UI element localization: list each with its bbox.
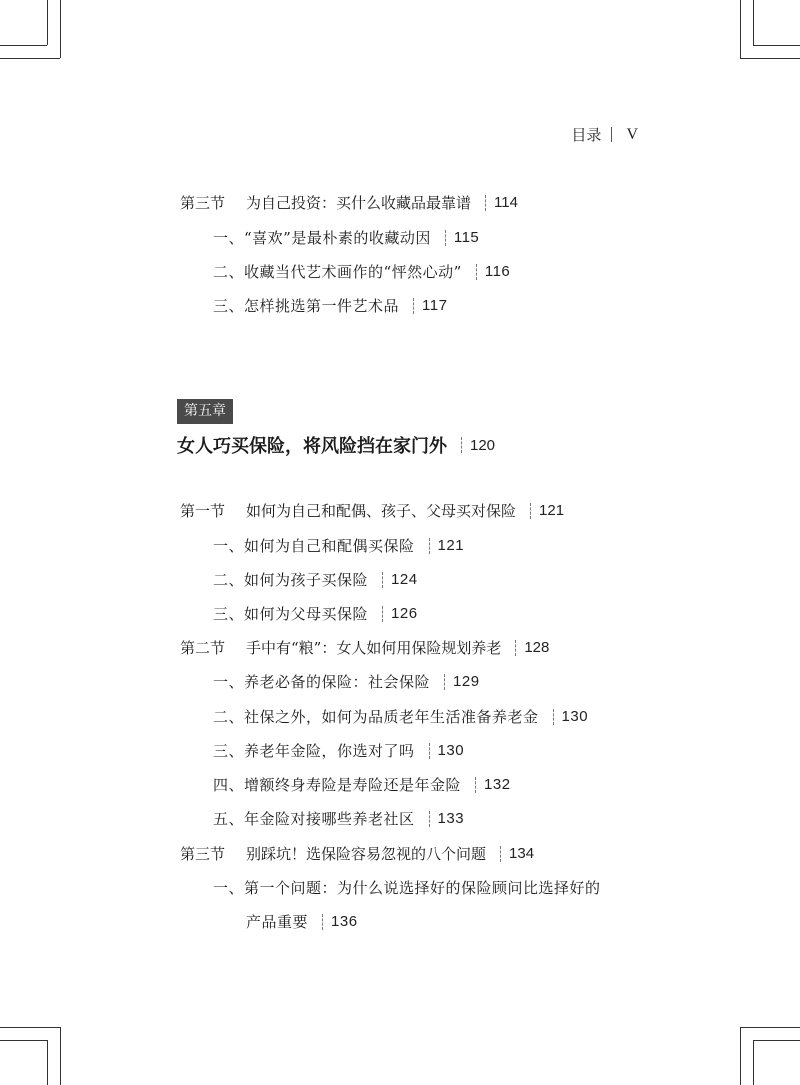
entry-title: 四、增额终身寿险是寿险还是年金险: [213, 776, 462, 794]
leader-divider: [382, 606, 383, 622]
crop-mark: [60, 0, 61, 58]
section-label: 第一节: [180, 502, 226, 520]
page-number: 134: [509, 845, 535, 862]
page-number: 129: [453, 673, 480, 690]
leader-divider: [485, 195, 486, 211]
leader-divider: [515, 640, 516, 656]
chapter-title[interactable]: [177, 432, 495, 458]
toc-section[interactable]: [180, 192, 518, 213]
entry-title: 一、第一个问题：为什么说选择好的保险顾问比选择好的: [213, 879, 601, 897]
page-number: 116: [484, 263, 511, 280]
page-number: 115: [453, 229, 480, 246]
section-label: 第三节: [180, 194, 226, 212]
section-title: 手中有“粮”：女人如何用保险规划养老: [246, 639, 502, 657]
page-number: 133: [437, 810, 465, 827]
header-page-number: V: [626, 125, 638, 143]
page-number: 121: [437, 537, 465, 554]
toc-entry[interactable]: [213, 261, 510, 282]
running-header: [571, 124, 638, 145]
entry-title: 一、“喜欢”是最朴素的收藏动因: [213, 229, 431, 247]
crop-mark: [0, 1027, 60, 1028]
chapter-title-text: 女人巧买保险，将风险挡在家门外: [177, 436, 447, 457]
crop-mark: [0, 45, 47, 46]
toc-entry-continuation[interactable]: [246, 911, 358, 932]
leader-divider: [445, 230, 446, 246]
entry-title: 一、养老必备的保险：社会保险: [213, 673, 431, 691]
crop-mark: [740, 0, 741, 58]
toc-entry[interactable]: [213, 671, 480, 692]
leader-divider: [500, 846, 501, 862]
crop-mark: [740, 58, 800, 59]
toc-entry[interactable]: [213, 808, 464, 829]
leader-divider: [461, 437, 462, 453]
page-number: 128: [524, 639, 550, 656]
entry-title: 三、怎样挑选第一件艺术品: [213, 297, 400, 315]
page-number: 120: [470, 436, 496, 454]
crop-mark: [47, 0, 48, 45]
toc-entry[interactable]: [213, 569, 418, 590]
page-number: 117: [422, 297, 448, 314]
page-number: 130: [561, 708, 589, 725]
crop-mark: [0, 58, 60, 59]
leader-divider: [476, 264, 477, 280]
toc-section[interactable]: [180, 500, 564, 521]
leader-divider: [444, 674, 445, 690]
header-divider: [611, 127, 612, 142]
toc-entry[interactable]: [213, 740, 464, 761]
crop-mark: [0, 1040, 47, 1041]
crop-mark: [60, 1027, 61, 1085]
header-label: 目录: [571, 126, 602, 144]
toc-section[interactable]: [180, 843, 534, 864]
page-number: 114: [494, 194, 518, 211]
page-number: 132: [484, 776, 511, 793]
toc-entry[interactable]: [213, 877, 601, 898]
entry-title: 二、社保之外，如何为品质老年生活准备养老金: [213, 708, 539, 726]
section-title: 如何为自己和配偶、孩子、父母买对保险: [246, 502, 517, 520]
toc-entry[interactable]: [213, 706, 588, 727]
page-number: 136: [331, 913, 358, 930]
leader-divider: [322, 914, 323, 930]
crop-mark: [753, 1040, 754, 1085]
leader-divider: [429, 811, 430, 827]
toc-entry[interactable]: [213, 295, 447, 316]
crop-mark: [740, 1027, 800, 1028]
crop-mark: [753, 0, 754, 45]
chapter-tag: 第五章: [177, 399, 233, 424]
entry-title: 五、年金险对接哪些养老社区: [213, 810, 415, 828]
crop-mark: [753, 45, 800, 46]
leader-divider: [530, 503, 531, 519]
entry-title: 三、养老年金险，你选对了吗: [213, 742, 415, 760]
leader-divider: [429, 743, 430, 759]
entry-title: 产品重要: [246, 913, 309, 931]
section-title: 别踩坑！选保险容易忽视的八个问题: [246, 845, 487, 863]
leader-divider: [382, 572, 383, 588]
entry-title: 二、收藏当代艺术画作的“怦然心动”: [213, 263, 462, 281]
section-label: 第三节: [180, 845, 226, 863]
toc-section[interactable]: [180, 637, 549, 658]
leader-divider: [475, 777, 476, 793]
page-number: 121: [539, 502, 565, 519]
section-title: 为自己投资：买什么收藏品最靠谱: [246, 194, 472, 212]
page-number: 124: [391, 571, 418, 588]
crop-mark: [47, 1040, 48, 1085]
toc-entry[interactable]: [213, 603, 418, 624]
crop-mark: [753, 1040, 800, 1041]
toc-entry[interactable]: [213, 227, 479, 248]
leader-divider: [413, 298, 414, 314]
leader-divider: [429, 538, 430, 554]
leader-divider: [553, 709, 554, 725]
toc-entry[interactable]: [213, 774, 511, 795]
section-label: 第二节: [180, 639, 226, 657]
entry-title: 二、如何为孩子买保险: [213, 571, 369, 589]
page-number: 130: [437, 742, 465, 759]
page-number: 126: [391, 605, 418, 622]
toc-entry[interactable]: [213, 535, 464, 556]
entry-title: 三、如何为父母买保险: [213, 605, 369, 623]
crop-mark: [740, 1027, 741, 1085]
entry-title: 一、如何为自己和配偶买保险: [213, 537, 415, 555]
